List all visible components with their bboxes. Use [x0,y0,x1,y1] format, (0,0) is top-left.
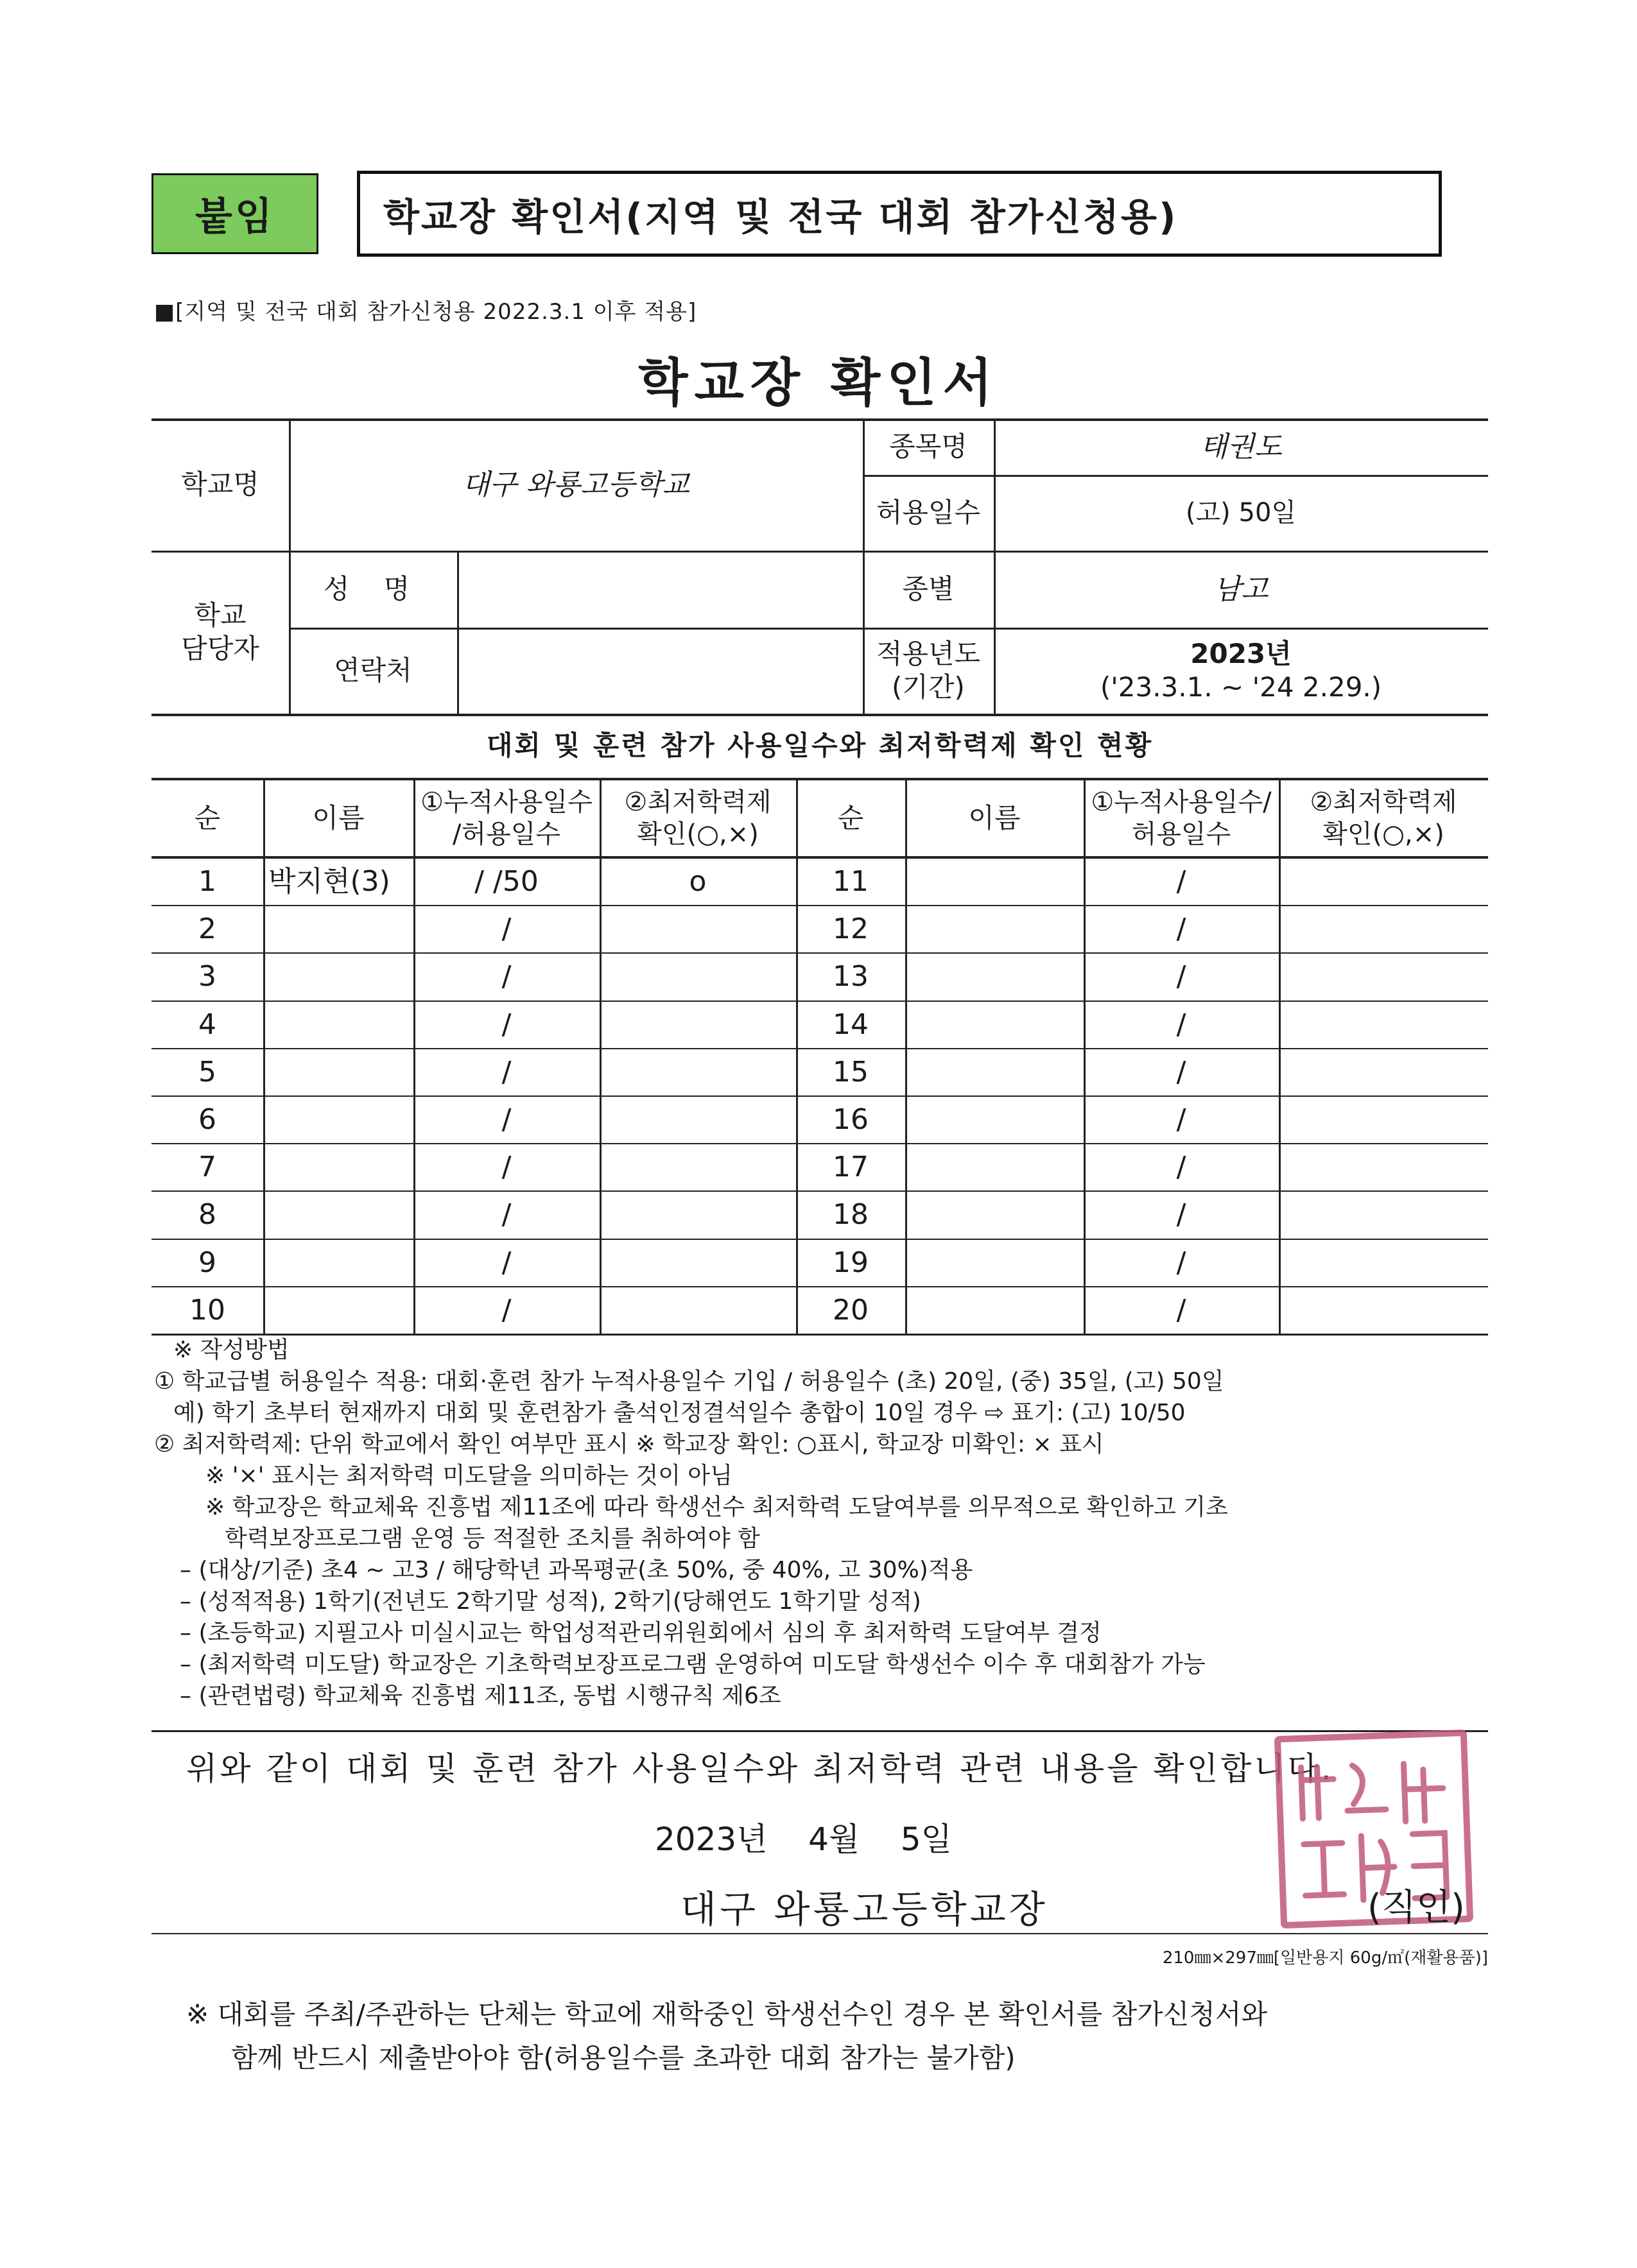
school-name-label: 학교명 [181,468,259,500]
table-cell-check2 [1279,1001,1488,1048]
table-cell-no2: 18 [833,1198,869,1231]
table-cell-no2: 11 [833,864,869,898]
header-days-left [413,780,600,856]
table-cell-check2 [1279,857,1488,905]
table-cell-name2 [905,1190,1084,1238]
event-label: 종목명 [889,430,967,462]
table-cell-days: / [501,1150,512,1183]
table-cell-days: / [501,1246,512,1279]
table-cell-name [263,1239,413,1286]
table-cell-check: o [689,864,707,898]
attachment-badge: 붙임 [152,173,318,254]
table-cell-no: 6 [198,1103,216,1136]
table-cell-name2 [905,857,1084,905]
header-days-right [1084,780,1279,856]
table-cell-days: / /50 [474,864,539,898]
table-cell-days2: / [1176,864,1186,898]
table-cell-no2: 14 [833,1008,869,1041]
contact-value [457,628,863,714]
table-cell-check2 [1279,905,1488,952]
table-cell-name2 [905,1048,1084,1095]
note-line: ※ 학교장은 학교체육 진흥법 제11조에 따라 학생선수 최저학력 도달여부를 의무적으로 확인하고 기초 [205,1494,1228,1520]
table-cell-no: 1 [198,864,216,898]
note-line: – (관련법령) 학교체육 진흥법 제11조, 동법 시행규칙 제6조 [180,1683,781,1709]
table-cell-days2: / [1176,912,1186,945]
category-label: 종별 [902,572,955,605]
table-cell-check2 [1279,1286,1488,1334]
footer-line: 함께 반드시 제출받아야 함(허용일수를 초과한 대회 참가는 불가함) [231,2042,1016,2074]
paper-spec: 210㎜×297㎜[일반용지 60g/㎡(재활용품)] [1162,1948,1488,1968]
allowed-days-value: (고) 50일 [1185,498,1297,528]
usage-table-title: 대회 및 훈련 참가 사용일수와 최저학력제 확인 현황 [486,729,1154,761]
seal-label: (직인) [1367,1887,1465,1929]
table-cell-no2: 12 [833,912,869,945]
table-cell-check [600,952,796,1000]
note-line: ※ 작성방법 [173,1337,290,1363]
table-cell-days: / [501,1008,512,1041]
table-cell-name2 [905,952,1084,1000]
table-cell-days: / [501,959,512,993]
header-grade-right-line2: 확인(○,×) [1322,820,1444,849]
table-cell-name [263,1286,413,1334]
table-cell-name2 [905,1286,1084,1334]
principal-name: 대구 와룡고등학교장 [680,1887,1048,1931]
table-cell-days: / [501,1293,512,1327]
table-cell-no: 5 [198,1055,216,1088]
table-cell-no: 10 [189,1293,225,1327]
manager-label [152,551,289,714]
table-cell-days: / [501,1055,512,1088]
table-cell-name [263,905,413,952]
table-cell-check [600,1048,796,1095]
manager-label-line1: 학교 [194,599,247,631]
note-line: – (최저학력 미도달) 학교장은 기초학력보장프로그램 운영하여 미도달 학생선수 이수 후 대회참가 가능 [180,1651,1206,1678]
table-cell-no: 3 [198,959,216,993]
header-no-right: 순 [837,802,864,834]
header-grade-left [600,780,796,856]
table-cell-days: / [501,912,512,945]
table-cell-no2: 17 [833,1150,869,1183]
confirmation-statement: 위와 같이 대회 및 훈련 참가 사용일수와 최저학력 관련 내용을 확인합니다. [186,1750,1334,1787]
applicability-note: ■[지역 및 전국 대회 참가신청용 2022.3.1 이후 적용] [154,299,697,325]
year-value [994,628,1488,714]
table-cell-days2: / [1176,1055,1186,1088]
table-cell-name2 [905,1239,1084,1286]
name-value [457,551,863,628]
table-cell-check2 [1279,1143,1488,1190]
table-cell-no2: 15 [833,1055,869,1088]
header-days-right-line2: 허용일수 [1131,820,1231,849]
table-cell-days: / [501,1103,512,1136]
table-cell-no: 9 [198,1246,216,1279]
header-no-left: 순 [194,802,221,834]
table-cell-no2: 19 [833,1246,869,1279]
footer-line: ※ 대회를 주최/주관하는 단체는 학교에 재학중인 학생선수인 경우 본 확인서를 참가신청서와 [186,1998,1268,2030]
table-cell-no: 2 [198,912,216,945]
table-cell-name2 [905,905,1084,952]
year-label-line1: 적용년도 [876,637,981,669]
manager-label-line2: 담당자 [181,633,259,664]
table-cell-check [600,1286,796,1334]
header-grade-left-line1: ②최저학력제 [624,787,772,817]
table-cell-name [263,1048,413,1095]
table-cell-days2: / [1176,1246,1186,1279]
note-line: 학력보장프로그램 운영 등 적절한 조치를 취하여야 함 [225,1525,760,1552]
note-line: 예) 학기 초부터 현재까지 대회 및 훈련참가 출석인정결석일수 총합이 10일 경우 ⇨ 표기: (고) 10/50 [173,1400,1186,1426]
header-name-left: 이름 [312,802,365,834]
event-value: 태권도 [1200,430,1282,463]
year-value-line2: ('23.3.1. ~ '24 2.29.) [1100,671,1382,703]
document-title: 학교장 확인서 [638,353,999,413]
table-cell-name [263,1001,413,1048]
table-cell-check2 [1279,1095,1488,1143]
name-label: 성 명 [323,572,423,605]
table-cell-days: / [501,1198,512,1231]
table-cell-name2 [905,1001,1084,1048]
header-grade-right-line1: ②최저학력제 [1310,787,1457,817]
table-cell-days2: / [1176,1293,1186,1327]
table-cell-check [600,1239,796,1286]
header-days-right-line1: ①누적사용일수/ [1091,787,1272,817]
note-line: ※ '×' 표시는 최저학력 미도달을 의미하는 것이 아님 [205,1463,732,1489]
table-cell-check [600,905,796,952]
form-title-box: 학교장 확인서(지역 및 전국 대회 참가신청용) [357,171,1442,257]
table-cell-no: 8 [198,1198,216,1231]
table-cell-days2: / [1176,1150,1186,1183]
year-label-line2: (기간) [892,671,965,703]
table-cell-days2: / [1176,1008,1186,1041]
table-cell-name2 [905,1143,1084,1190]
table-cell-name [263,1095,413,1143]
table-cell-days2: / [1176,959,1186,993]
confirmation-date: 2023년 4월 5일 [655,1821,952,1858]
header-days-left-line2: /허용일수 [452,820,561,849]
table-cell-check [600,1095,796,1143]
table-cell-check [600,1001,796,1048]
table-cell-check [600,1143,796,1190]
table-cell-name [263,1190,413,1238]
table-cell-check2 [1279,952,1488,1000]
header-grade-right [1279,780,1488,856]
table-cell-days2: / [1176,1198,1186,1231]
table-cell-name2 [905,1095,1084,1143]
note-line: – (초등학교) 지필고사 미실시교는 학업성적관리위원회에서 심의 후 최저학력 도달여부 결정 [180,1620,1102,1646]
contact-label: 연락처 [334,654,412,686]
note-line: ② 최저학력제: 단위 학교에서 확인 여부만 표시 ※ 학교장 확인: ○표시, 학교장 미확인: × 표시 [154,1431,1104,1457]
table-cell-no: 4 [198,1008,216,1041]
note-line: – (성적적용) 1학기(전년도 2학기말 성적), 2학기(당해연도 1학기말 성적) [180,1588,921,1615]
table-cell-days2: / [1176,1103,1186,1136]
table-cell-check2 [1279,1048,1488,1095]
table-cell-name [263,1143,413,1190]
table-cell-check2 [1279,1239,1488,1286]
category-value: 남고 [1213,572,1269,606]
header-name-right: 이름 [968,802,1021,834]
table-cell-no2: 16 [833,1103,869,1136]
table-cell-no: 7 [198,1150,216,1183]
table-cell-no2: 20 [833,1293,869,1327]
allowed-days-label: 허용일수 [876,496,981,528]
table-cell-name [263,952,413,1000]
header-days-left-line1: ①누적사용일수 [420,787,593,817]
table-cell-name: 박지현(3) [268,864,390,898]
school-name-value: 대구 와룡고등학교 [462,468,690,501]
note-line: ① 학교급별 허용일수 적용: 대회·훈련 참가 누적사용일수 기입 / 허용일수 (초) 20일, (중) 35일, (고) 50일 [154,1368,1224,1395]
header-grade-left-line2: 확인(○,×) [637,820,759,849]
note-line: – (대상/기준) 초4 ~ 고3 / 해당학년 과목평균(초 50%, 중 40%, 고 30%)적용 [180,1557,973,1583]
table-cell-no2: 13 [833,959,869,993]
table-cell-check [600,1190,796,1238]
table-cell-check2 [1279,1190,1488,1238]
year-value-line1: 2023년 [1190,637,1292,669]
year-label [863,628,994,714]
